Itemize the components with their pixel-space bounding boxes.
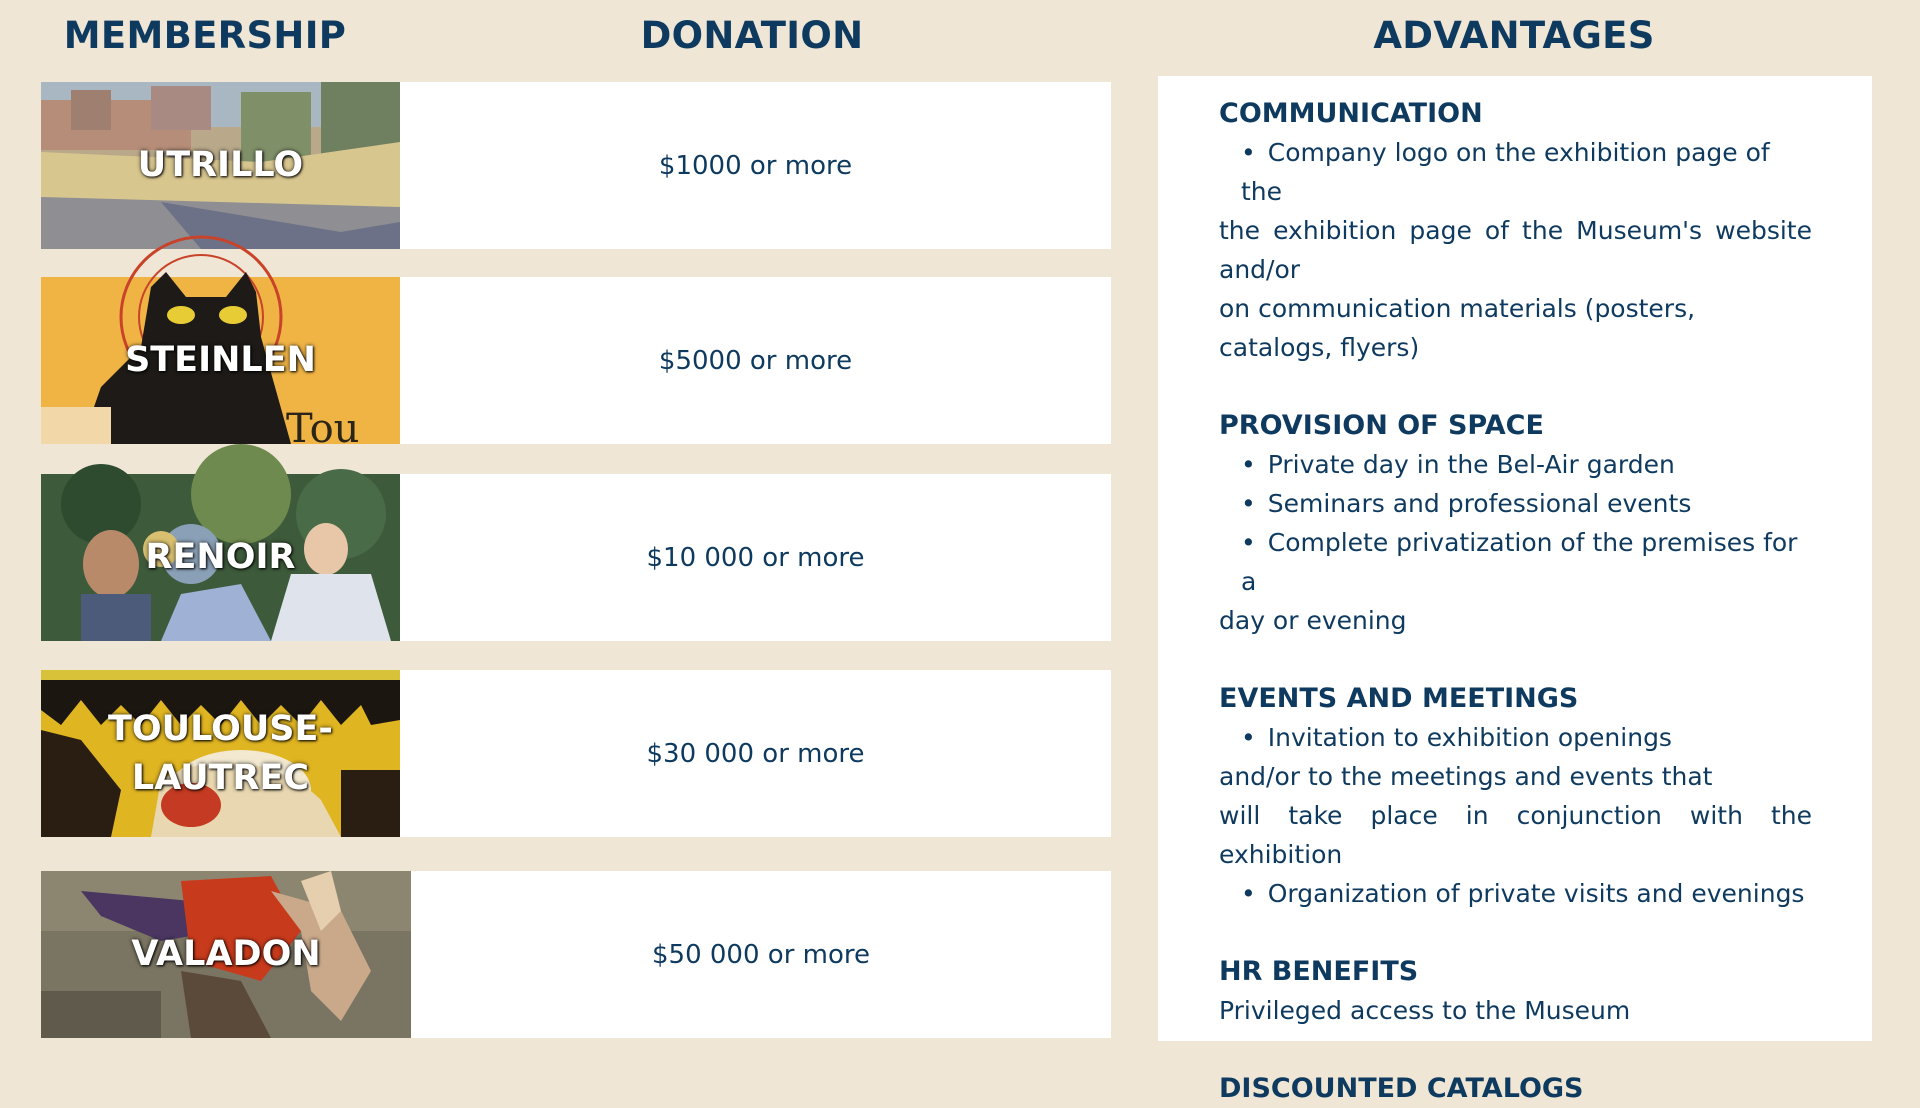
events-and-meetings-section [1219, 679, 1812, 913]
bullet-item [1219, 718, 1812, 757]
membership-header: MEMBERSHIP [63, 14, 347, 57]
valadon-painting-image [41, 871, 411, 1038]
body-text: catalogs, flyers) [1219, 333, 1420, 362]
bullet-item [1219, 523, 1812, 601]
tier-name: RENOIR [145, 537, 296, 577]
bullet-item [1219, 445, 1812, 484]
body-text: day or evening [1219, 606, 1407, 635]
communication-section [1219, 94, 1812, 367]
donation-header: DONATION [640, 14, 864, 57]
steinlen-poster-image [41, 277, 400, 452]
toulouse-lautrec-poster-image [41, 670, 400, 837]
utrillo-painting-image [41, 82, 400, 249]
bullet-icon: • [1241, 138, 1256, 167]
advantages-header: ADVANTAGES [1373, 14, 1655, 57]
bullet-text: Private day in the Bel-Air garden [1267, 450, 1675, 479]
body-text: the exhibition page of the Museum's website and/or [1219, 216, 1812, 284]
hr-benefits-section [1219, 952, 1812, 1030]
section-title: EVENTS AND MEETINGS [1219, 683, 1579, 714]
section-title: PROVISION OF SPACE [1219, 410, 1544, 441]
bullet-text: Company logo on the exhibition page of the [1241, 138, 1770, 206]
bullet-text: Seminars and professional events [1267, 489, 1692, 518]
svg-text:Tou: Tou [286, 406, 360, 452]
tier-donation: $1000 or more [658, 150, 853, 181]
section-title: COMMUNICATION [1219, 98, 1483, 129]
discounted-catalogs-section [1219, 1069, 1812, 1108]
body-text: Privileged access to the Museum [1219, 996, 1631, 1025]
bullet-text: Invitation to exhibition openings [1267, 723, 1672, 752]
tier-row-toulouse-lautrec [41, 670, 1111, 837]
section-title: DISCOUNTED CATALOGS [1219, 1073, 1584, 1104]
section-title: HR BENEFITS [1219, 956, 1419, 987]
bullet-item [1219, 484, 1812, 523]
tier-donation: $30 000 or more [646, 738, 865, 769]
advantages-panel [1158, 76, 1872, 1104]
bullet-icon: • [1241, 723, 1256, 752]
bullet-icon: • [1241, 450, 1256, 479]
renoir-painting-image [41, 474, 400, 641]
bullet-text: Organization of private visits and evenings [1267, 879, 1805, 908]
tier-row-renoir [41, 474, 1111, 641]
bullet-item [1219, 133, 1812, 211]
tier-name: UTRILLO [137, 145, 304, 185]
tier-row-valadon [41, 871, 1111, 1038]
bullet-icon: • [1241, 528, 1256, 557]
bullet-text: Complete privatization of the premises for a [1241, 528, 1798, 596]
bullet-item [1219, 874, 1812, 913]
bullet-icon: • [1241, 879, 1256, 908]
body-text: will take place in conjunction with the exhibition [1219, 801, 1812, 869]
tier-name: VALADON [131, 934, 321, 974]
tier-row-steinlen [41, 277, 1111, 452]
body-text: on communication materials (posters, [1219, 294, 1696, 323]
tier-donation: $5000 or more [658, 345, 853, 376]
body-text: and/or to the meetings and events that [1219, 762, 1713, 791]
tier-donation: $10 000 or more [646, 542, 865, 573]
tier-donation: $50 000 or more [652, 939, 870, 970]
tier-name: STEINLEN [125, 340, 316, 380]
bullet-icon: • [1241, 489, 1256, 518]
provision-of-space-section [1219, 406, 1812, 640]
tier-row-utrillo [41, 82, 1111, 249]
tier-name: TOULOUSE-LAUTREC [108, 708, 333, 798]
